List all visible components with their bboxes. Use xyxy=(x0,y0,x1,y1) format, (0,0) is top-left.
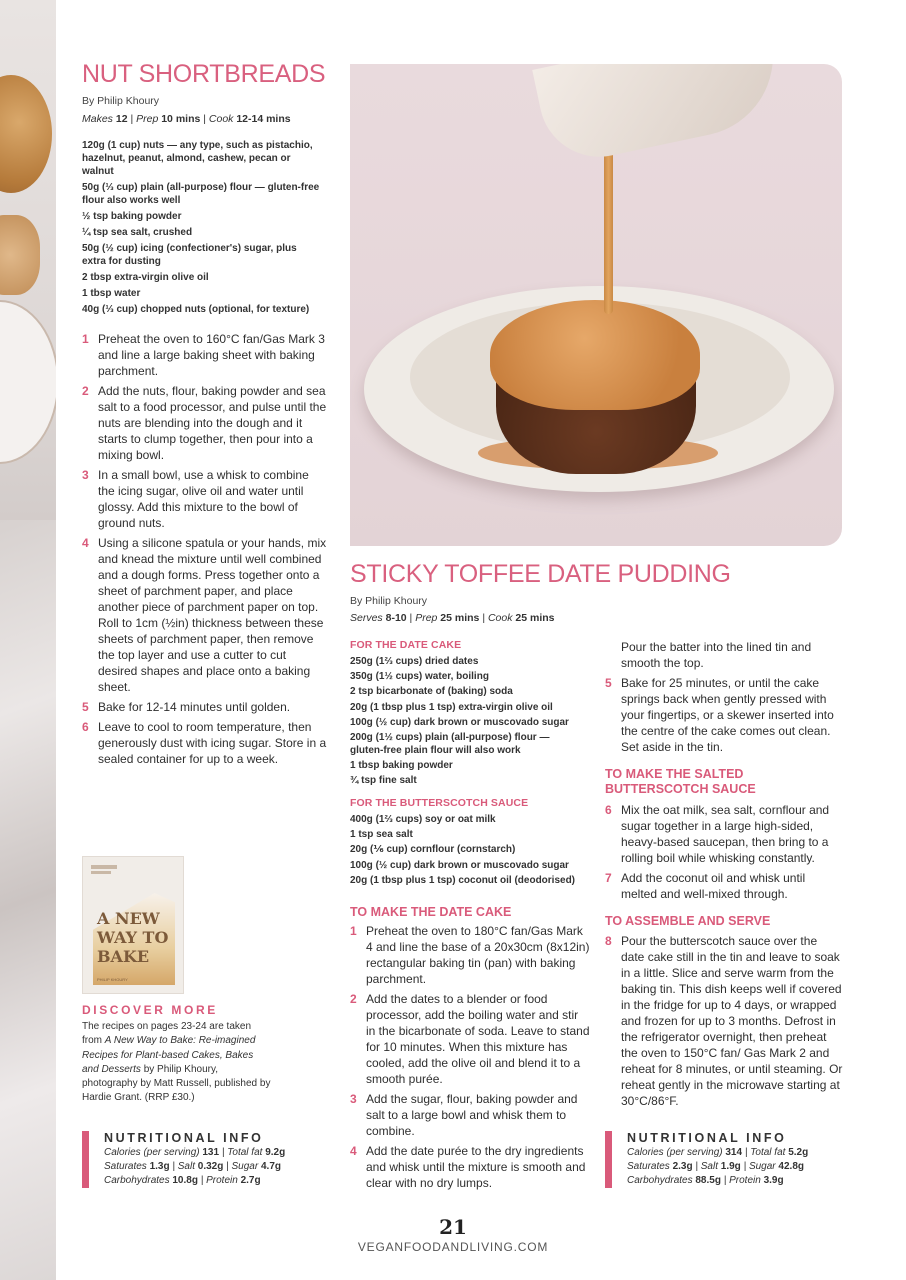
section-heading: TO ASSEMBLE AND SERVE xyxy=(605,914,771,928)
method-step: 3 In a small bowl, use a whisk to combine the icing sugar, olive oil and water until glossy. Add this mixture to the bowl of ground nuts. xyxy=(82,468,309,530)
method-step: 6 Mix the oat milk, sea salt, cornflour and sugar together in a large high-sided, heavy-based saucepan, then bring to a rolling boil while whisking constantly. xyxy=(605,803,830,865)
method-step: 5 Bake for 12-14 minutes until golden. xyxy=(82,700,291,714)
ingredients-list xyxy=(350,813,590,889)
section-heading: FOR THE DATE CAKE xyxy=(350,639,462,651)
nutrition-heading: NUTRITIONAL INFO xyxy=(627,1131,787,1145)
ingredient-item: 200g (1½ cups) plain (all-purpose) flour — gluten-free plain flour will also work xyxy=(350,731,550,756)
ingredient-item: 400g (1⅔ cups) soy or oat milk xyxy=(350,814,496,825)
method-step: 7 Add the coconut oil and whisk until melted and well-mixed through. xyxy=(605,871,806,901)
ingredients-list xyxy=(350,655,585,790)
ingredient-item: ¾ tsp fine salt xyxy=(350,775,417,787)
method-step-continued: Pour the batter into the lined tin and smooth the top. xyxy=(621,640,812,670)
method-step: 4 Using a silicone spatula or your hands, mix and knead the mixture until well combined and a dough forms. Press together onto a sheet of parchment paper, and place another piece of parchment paper on top. Roll to 1cm (½in) thickness between these sheets of parchment paper, then remove the top layer and use a cutter to cut desired shapes and place onto a baking sheet. xyxy=(82,536,327,694)
discover-more-heading: DISCOVER MORE xyxy=(82,1003,218,1017)
book-title: A NEW WAY TO BAKE xyxy=(97,909,169,966)
method-step: 1 Preheat the oven to 180°C fan/Gas Mark 4 and line the base of a 20x30cm (8x12in) rectangular baking tin (pan) with baking parchment. xyxy=(350,924,590,986)
ingredient-item: 100g (½ cup) dark brown or muscovado sugar xyxy=(350,716,569,728)
recipe-title-nut-shortbreads: NUT SHORTBREADS xyxy=(82,60,326,88)
ingredient-item: 20g (⅙ cup) cornflour (cornstarch) xyxy=(350,844,516,856)
pudding-photo xyxy=(350,64,842,546)
ingredient-item: 1 tbsp baking powder xyxy=(350,760,453,772)
website-link[interactable]: VEGANFOODANDLIVING.COM xyxy=(357,1240,549,1254)
recipe-title-sticky-toffee: STICKY TOFFEE DATE PUDDING xyxy=(350,560,731,588)
ingredient-item: 50g (⅓ cup) plain (all-purpose) flour — gluten-free flour also works well xyxy=(82,182,320,206)
ingredient-item: ½ tsp baking powder xyxy=(82,211,182,222)
method-step: 2 Add the nuts, flour, baking powder and sea salt to a food processor, and pulse until the nuts are blending into the dough and it starts to clump together, then pour into a mixing bowl. xyxy=(82,384,327,462)
ingredient-item: 40g (⅓ cup) chopped nuts (optional, for texture) xyxy=(82,304,310,315)
book-cover-image xyxy=(82,856,184,994)
ingredient-item: 100g (½ cup) dark brown or muscovado sugar xyxy=(350,859,569,871)
recipe-byline: By Philip Khoury xyxy=(350,595,428,607)
section-heading: TO MAKE THE SALTED BUTTERSCOTCH SAUCE xyxy=(605,767,756,796)
ingredient-item: 250g (1⅔ cups) dried dates xyxy=(350,656,479,667)
ingredient-item: 20g (1 tbsp plus 1 tsp) extra-virgin olive oil xyxy=(350,701,553,713)
method-steps xyxy=(605,802,843,906)
section-heading: FOR THE BUTTERSCOTCH SAUCE xyxy=(350,797,529,809)
ingredient-item: ¼ tsp sea salt, crushed xyxy=(82,227,193,238)
method-step: 8 Pour the butterscotch sauce over the date cake still in the tin and leave to soak in a little. Slice and serve warm from the baking tin. This dish keeps well if covered in the fridge for up to 4 days, or wrapped and frozen for up to 3 months. Defrost in the refrigerator overnight, then preheat the oven to 150°C fan/ Gas Mark 2 and reheat for 8 minutes, or until steaming. Or reheat gently in the microwave starting at 30°C/86°F. xyxy=(605,934,843,1108)
ingredient-item: 120g (1 cup) nuts — any type, such as pistachio, hazelnut, peanut, almond, cashew, pecan or walnut xyxy=(82,140,313,177)
ingredient-item: 2 tsp bicarbonate of (baking) soda xyxy=(350,686,513,698)
ingredient-item: 20g (1 tbsp plus 1 tsp) coconut oil (deodorised) xyxy=(350,874,576,886)
recipe-meta: Makes 12 | Prep 10 mins | Cook 12-14 mins xyxy=(82,113,291,125)
discover-more-text: The recipes on pages 23-24 are taken from A New Way to Bake: Re-imagined Recipes for Plant-based Cakes, Bakes and Desserts by Philip Khoury, photography by Matt Russell, published by Hardie Grant. (RRP £30.) xyxy=(82,1021,271,1104)
section-heading: TO MAKE THE DATE CAKE xyxy=(350,905,512,919)
method-step: 4 Add the date purée to the dry ingredients and whisk until the mixture is smooth and clear with no dry lumps. xyxy=(350,1144,586,1190)
book-author: PHILIP KHOURY xyxy=(97,977,128,982)
ingredient-item: 50g (½ cup) icing (confectioner's) sugar, plus extra for dusting xyxy=(82,243,297,267)
method-steps xyxy=(82,331,327,771)
ingredient-item: 350g (1½ cups) water, boiling xyxy=(350,671,489,683)
method-steps-continued xyxy=(605,639,843,759)
side-photo-shortbreads xyxy=(0,0,56,1280)
nutrition-heading: NUTRITIONAL INFO xyxy=(104,1131,264,1145)
method-step: 5 Bake for 25 minutes, or until the cake springs back when gently pressed with your fingertips, or a skewer inserted into the centre of the cake comes out clean. Set aside in the tin. xyxy=(605,676,834,754)
method-step: 2 Add the dates to a blender or food processor, add the boiling water and stir in the bicarbonate of soda. Leave to stand for 10 minutes. When this mixture has cooled, add the olive oil and blend it to a smooth purée. xyxy=(350,992,590,1086)
ingredients-list xyxy=(82,139,322,319)
ingredient-item: 1 tbsp water xyxy=(82,288,141,299)
ingredient-item: 2 tbsp extra-virgin olive oil xyxy=(82,272,209,283)
method-step: 1 Preheat the oven to 160°C fan/Gas Mark 3 and line a large baking sheet with baking parchment. xyxy=(82,332,325,378)
method-steps xyxy=(605,933,843,1113)
page-number: 21 xyxy=(439,1215,467,1239)
method-steps xyxy=(350,923,590,1195)
recipe-byline: By Philip Khoury xyxy=(82,95,160,107)
ingredient-item: 1 tsp sea salt xyxy=(350,829,413,841)
method-step: 6 Leave to cool to room temperature, then generously dust with icing sugar. Store in a sealed container for up to a week. xyxy=(82,720,327,766)
method-step: 3 Add the sugar, flour, baking powder and salt to a large bowl and whisk them to combine. xyxy=(350,1092,578,1138)
recipe-meta: Serves 8-10 | Prep 25 mins | Cook 25 mins xyxy=(350,612,555,624)
